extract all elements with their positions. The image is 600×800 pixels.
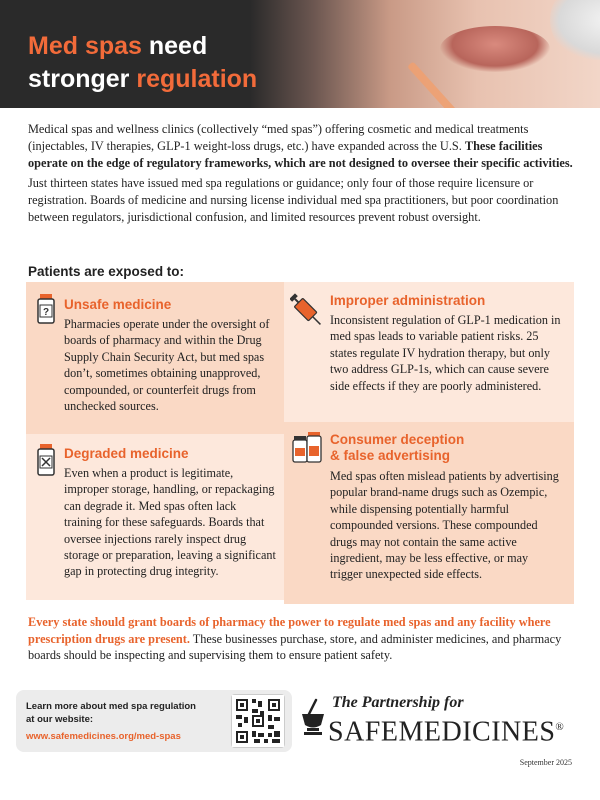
conclusion-paragraph xyxy=(28,614,574,664)
card-text: Even when a product is legitimate, improper storage, handling, or repackaging can degrade it. Med spas often lack training for these safeguards. Boards that oversee injections rarely inspect drug storage or preparation, leaving a significant gap in protecting drug integrity. xyxy=(64,466,276,579)
card-consumer-deception xyxy=(284,422,574,604)
card-improper-administration xyxy=(284,282,574,422)
lips-image xyxy=(440,26,550,72)
card-title: Degraded medicine xyxy=(64,446,189,461)
intro-paragraph-2: Just thirteen states have issued med spa regulations or guidance; only four of those require licensure or registration. Boards of medicine and nursing license individual med spa practitioners, but poor coordination between regulators, jurisdictional confusion, and limited resources prevent robust oversight. xyxy=(28,176,559,224)
intro-p1-bold: These facilities operate on the edge of regulatory frameworks, which are not designed to oversee their specific activities. xyxy=(28,138,573,170)
learn-line-2: at our website: xyxy=(26,714,94,725)
mortar-pestle-icon xyxy=(300,698,326,738)
medicine-bottle-question-icon xyxy=(36,294,56,324)
publication-date: September 2025 xyxy=(519,758,572,767)
svg-text:?: ? xyxy=(42,307,50,318)
intro-section xyxy=(28,121,574,230)
card-text: Med spas often mislead patients by advertising popular brand-name drugs such as Ozempic, while dispensing potentially harmful compounded versions. These compounded drugs may not contain the same active ingredient, may be less effective, or may trigger unexpected side effects. xyxy=(330,469,559,582)
learn-more-text xyxy=(26,700,196,726)
syringe-icon xyxy=(290,290,324,332)
page-title xyxy=(28,30,257,96)
intro-p1-plain: Medical spas and wellness clinics (collectively “med spas”) offering cosmetic and medical treatments (injectables, IV therapies, GLP-1 weight-loss drugs, etc.) have expanded across the U.S. xyxy=(28,122,529,153)
intro-paragraph-1 xyxy=(28,121,574,171)
qr-code[interactable] xyxy=(231,694,285,748)
partnership-logo xyxy=(300,694,590,748)
logo-wordmark xyxy=(328,712,564,747)
website-link[interactable]: www.safemedicines.org/med-spas xyxy=(26,731,181,742)
card-title xyxy=(330,432,464,464)
card-degraded-medicine xyxy=(26,434,284,600)
card-text: Pharmacies operate under the oversight of boards of pharmacy and within the Drug Supply Chain Security Act, but med spas don’t, sometimes obtaining unapproved, compounded, or counterfeit drugs from unchecked sources. xyxy=(64,317,270,414)
card-text: Inconsistent regulation of GLP-1 medication in med spas leads to variable patient risks. 25 states regulate IV hydration therapy, but only two address GLP-1s, which can cause severe side effects if they are poorly administered. xyxy=(330,313,561,393)
learn-more-box xyxy=(16,690,292,752)
card-unsafe-medicine xyxy=(26,282,284,434)
title-accent-2: regulation xyxy=(136,65,258,93)
medicine-bottle-x-icon xyxy=(36,444,56,476)
gloved-hand xyxy=(550,0,600,60)
registered-mark: ® xyxy=(555,721,565,733)
card-title-line-2: & false advertising xyxy=(330,448,451,463)
two-vials-icon xyxy=(292,430,322,464)
section-heading: Patients are exposed to: xyxy=(28,264,185,279)
title-accent-1: Med spas xyxy=(28,32,142,60)
title-text-2: stronger xyxy=(28,65,137,93)
title-text-1: need xyxy=(141,32,208,60)
learn-line-1: Learn more about med spa regulation xyxy=(26,701,196,712)
card-title-line-1: Consumer deception xyxy=(330,432,465,447)
conclusion-highlight: Every state should grant boards of pharmacy the power to regulate med spas and any facility where prescription drugs are present. xyxy=(28,615,551,646)
card-title: Unsafe medicine xyxy=(64,297,172,312)
qr-code-icon xyxy=(232,695,284,747)
card-title: Improper administration xyxy=(330,293,486,308)
header-banner xyxy=(0,0,600,108)
logo-name: SAFEMEDICINES xyxy=(328,716,556,748)
conclusion-rest: These businesses purchase, store, and administer medicines, and pharmacy boards should be inspecting and supervising them to ensure patient safety. xyxy=(28,631,562,662)
logo-tagline: The Partnership for xyxy=(332,694,464,711)
